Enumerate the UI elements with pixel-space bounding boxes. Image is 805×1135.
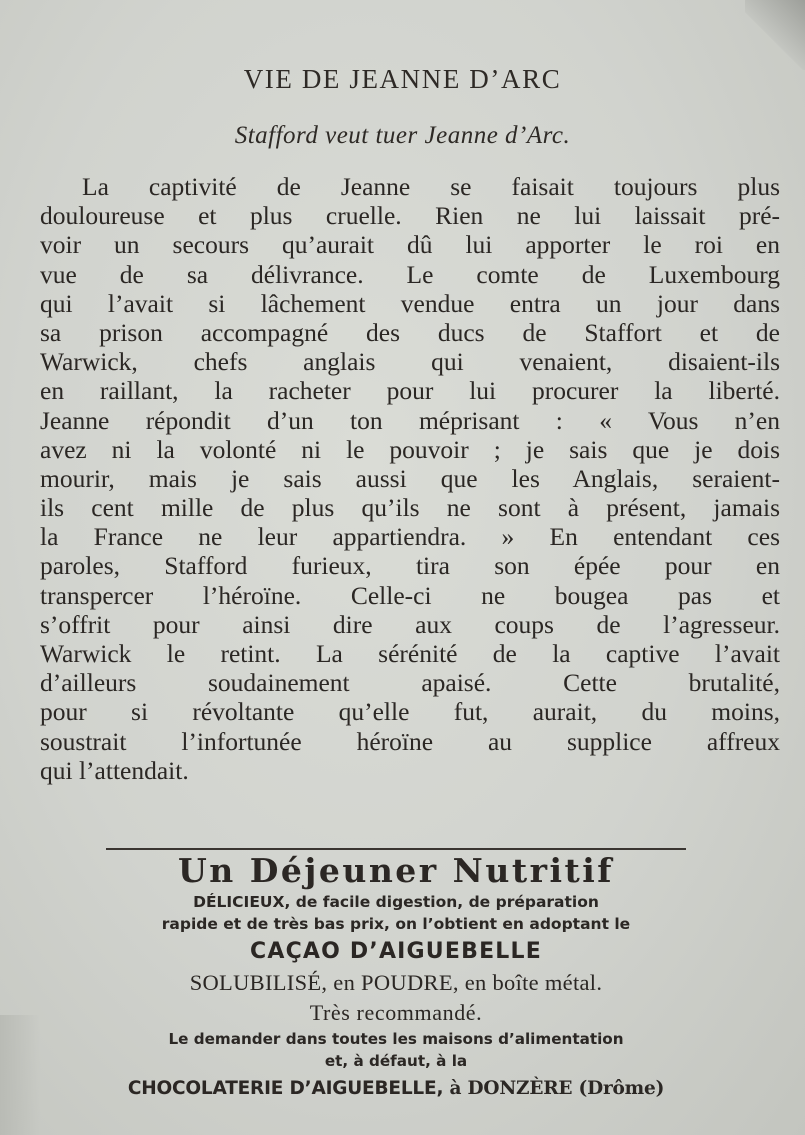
ad-line: SOLUBILISÉ, en POUDRE, en boîte métal. [189, 970, 603, 995]
ad-line: Le demander dans toutes les maisons d’alimentation [168, 1030, 624, 1048]
story-line: pour si révoltante qu’elle fut, aurait, du moins, [40, 697, 780, 727]
story-line: d’ailleurs soudainement apaisé. Cette brutalité, [40, 668, 780, 698]
ad-line: et, à défaut, à la [324, 1052, 468, 1070]
story-line: transpercer l’héroïne. Celle-ci ne bougea pas et [40, 580, 780, 610]
worn-corner-top-right [745, 0, 805, 70]
ad-maker-place: à DONZÈRE (Drôme) [449, 1078, 665, 1099]
worn-edge-bottom-left [0, 1015, 40, 1135]
series-title: VIE DE JEANNE D’ARC [243, 64, 562, 94]
story-line: s’offrit pour ainsi dire aux coups de l’agresseur. [40, 609, 780, 639]
advertisement [100, 848, 692, 1106]
story-subtitle: Stafford veut tuer Jeanne d’Arc. [234, 122, 571, 149]
story-line: voir un secours qu’aurait dû lui apporter le roi en [40, 230, 780, 260]
ad-line: rapide et de très bas prix, on l’obtient en adoptant le [161, 915, 631, 933]
story-line: Warwick, chefs anglais qui venaient, disaient-ils [40, 347, 780, 377]
story-line: sa prison accompagné des ducs de Staffort et de [40, 317, 780, 347]
story-line: soustrait l’infortunée héroïne au supplice affreux [40, 726, 780, 756]
story-line: en raillant, la racheter pour lui procurer la liberté. [40, 376, 780, 406]
story-line: mourir, mais je sais aussi que les Anglais, seraient- [40, 463, 780, 493]
ad-line: DÉLICIEUX, de facile digestion, de préparation [193, 893, 599, 911]
story-line: la France ne leur appartiendra. » En entendant ces [40, 522, 780, 552]
story-line: Jeanne répondit d’un ton méprisant : « Vous n’en [40, 405, 780, 435]
story-line: Warwick le retint. La sérénité de la captive l’avait [40, 639, 780, 668]
story-line: avez ni la volonté ni le pouvoir ; je sais que je dois [40, 434, 780, 464]
story-line: paroles, Stafford furieux, tira son épée pour en [40, 551, 780, 581]
ad-maker-line [100, 1072, 692, 1106]
story-line: qui l’avait si lâchement vendue entra un jour dans [40, 288, 780, 318]
ad-product-name: CAÇAO D’AIGUEBELLE [250, 939, 542, 964]
ad-maker-name: CHOCOLATERIE D’AIGUEBELLE, [127, 1078, 444, 1099]
story-line: La captivité de Jeanne se faisait toujours plus [82, 172, 780, 201]
story-line: qui l’attendait. [40, 755, 189, 785]
story-line: douloureuse et plus cruelle. Rien ne lui laissait pré- [40, 201, 780, 231]
ad-headline: Un Déjeuner Nutritif [178, 851, 614, 890]
ad-line: Très recommandé. [309, 1000, 483, 1025]
story-line: vue de sa délivrance. Le comte de Luxembourg [40, 259, 780, 289]
story-line: ils cent mille de plus qu’ils ne sont à présent, jamais [40, 493, 780, 523]
story-text [40, 172, 780, 785]
